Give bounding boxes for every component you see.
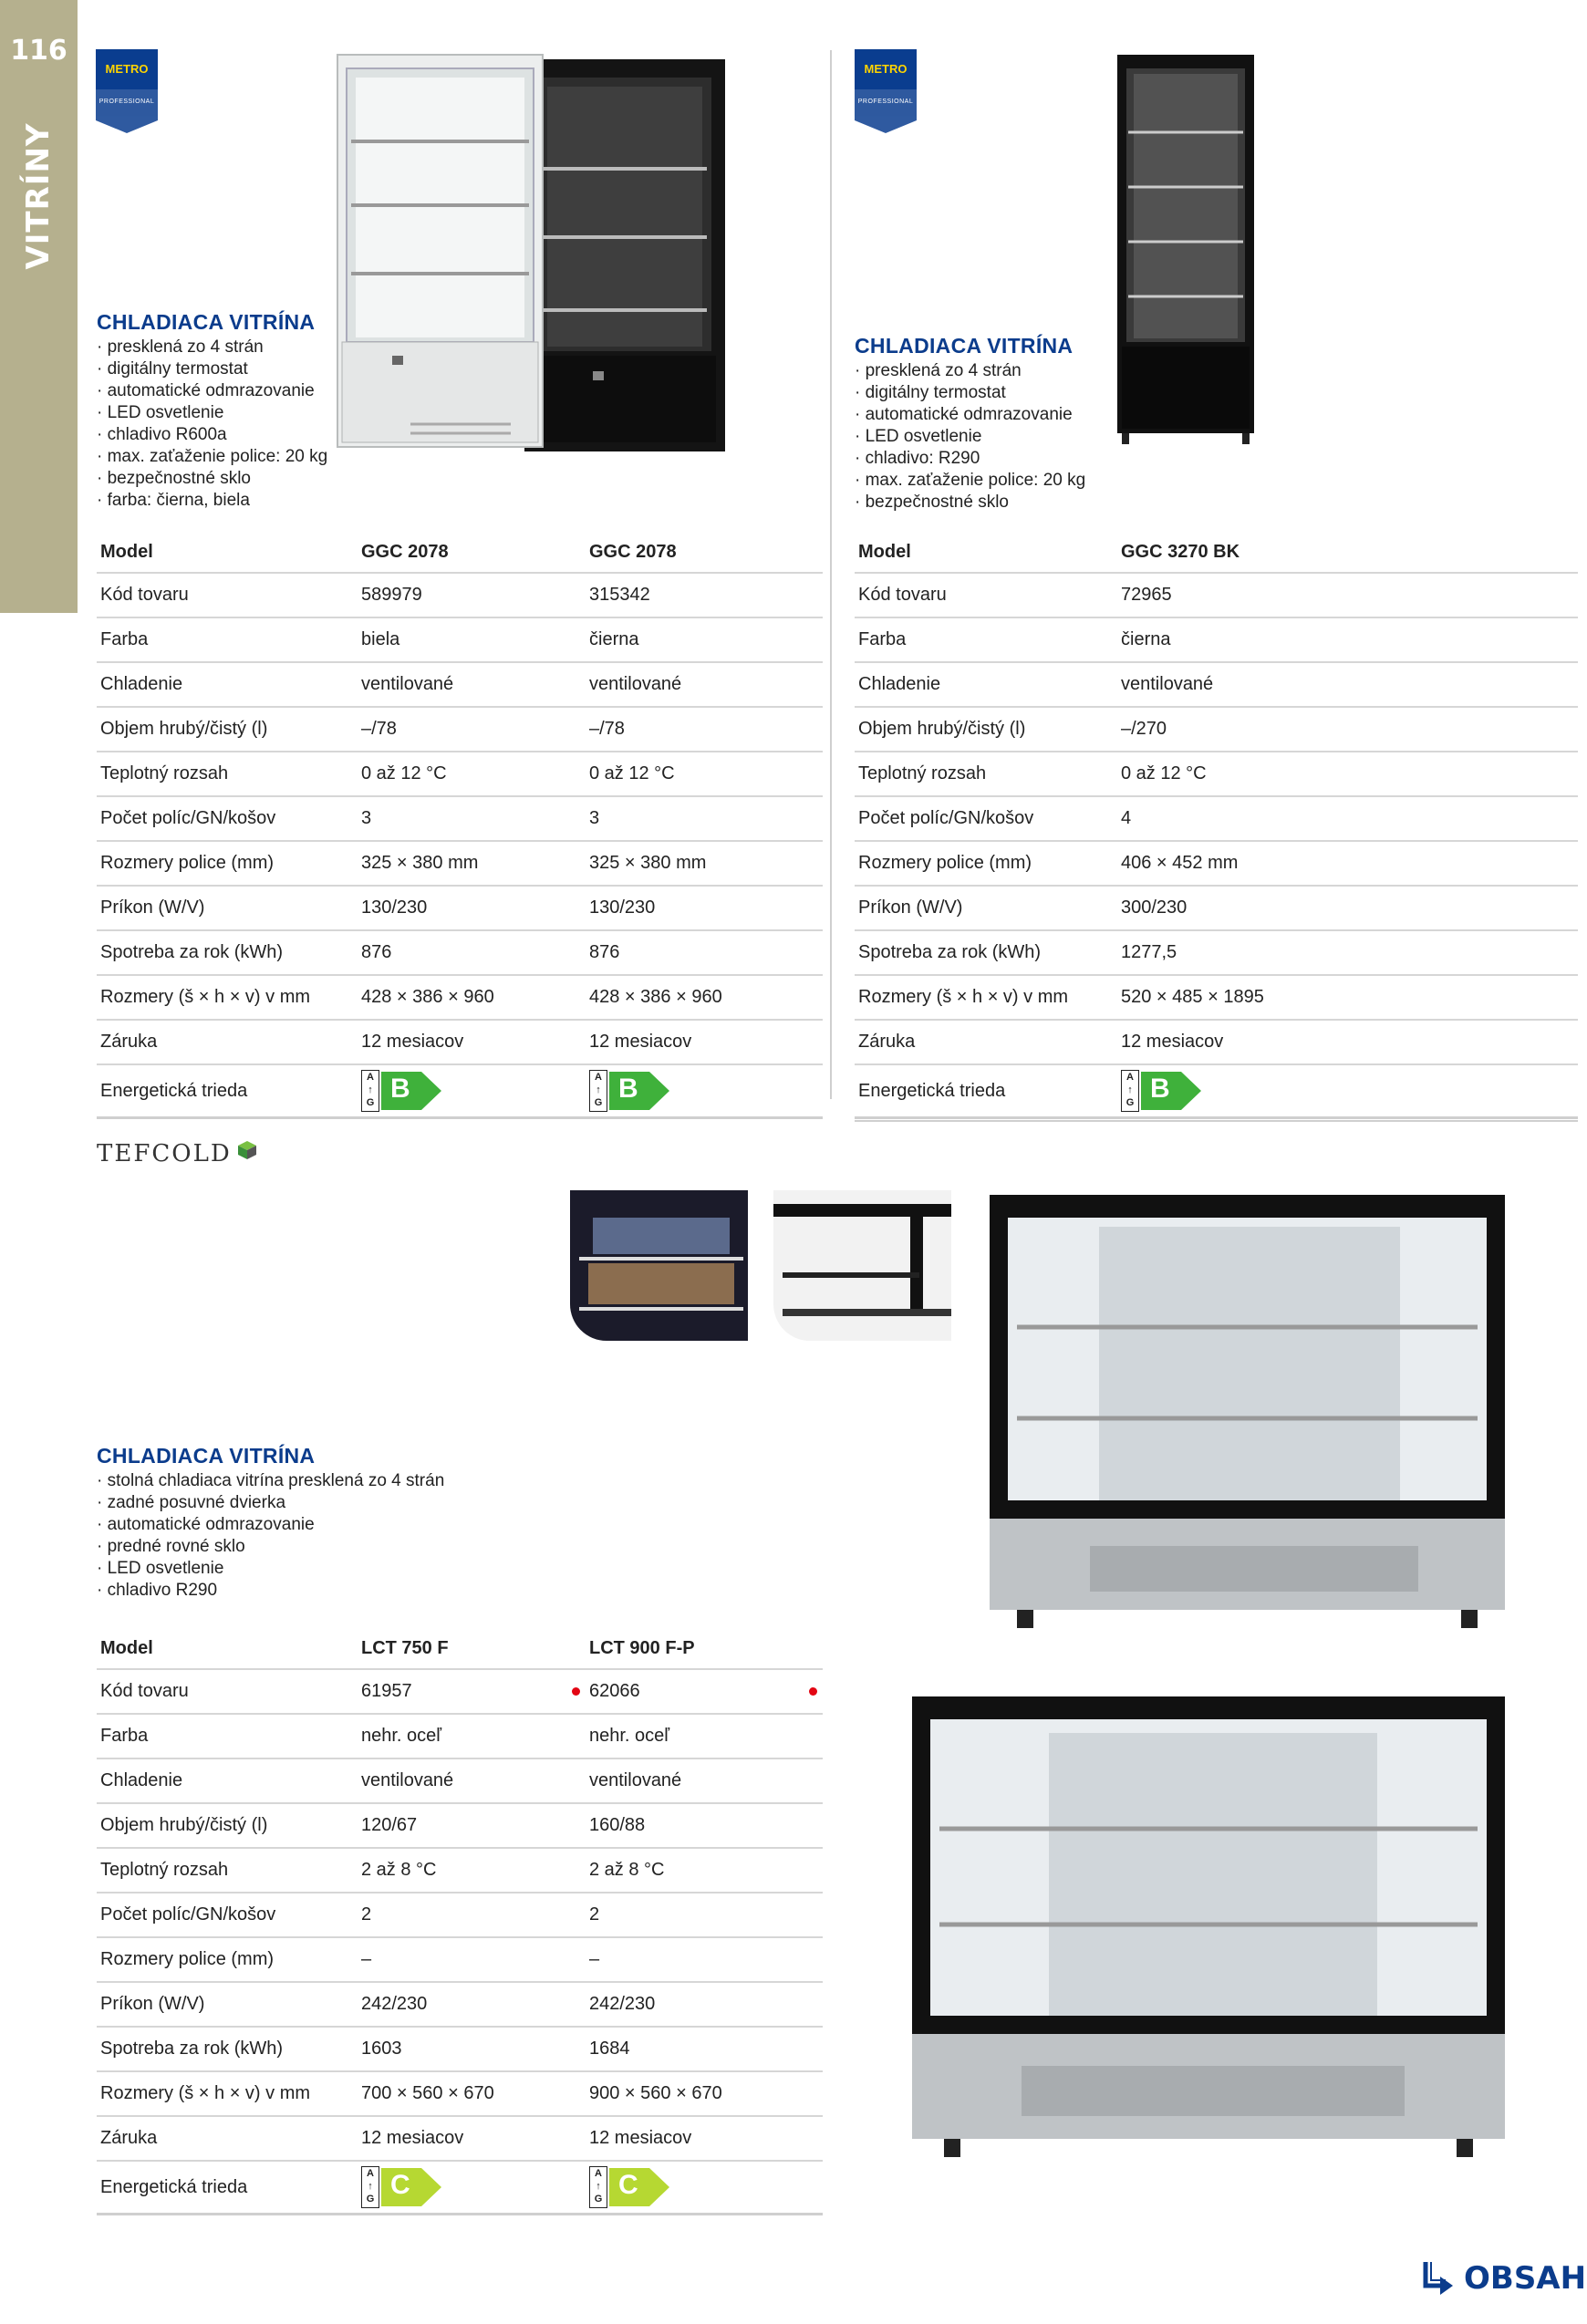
row-value: [358, 617, 586, 662]
row-label: [97, 617, 358, 662]
cell-text: 325 × 380 mm: [589, 853, 707, 873]
cell-text: 12 mesiacov: [361, 1032, 464, 1052]
cell-text: Chladenie: [100, 1770, 183, 1790]
cell-text: 0 až 12 °C: [589, 763, 675, 783]
cell-text: Rozmery police (mm): [100, 853, 275, 873]
cell-text: –/78: [361, 719, 397, 739]
cell-text: Rozmery police (mm): [858, 853, 1032, 873]
cell-text: 12 mesiacov: [589, 1032, 692, 1052]
cell-text: –/270: [1121, 719, 1167, 739]
metro-professional-logo: METRO PROFESSIONAL: [855, 49, 917, 133]
row-value: [1117, 930, 1578, 975]
cell-text: 4: [1121, 808, 1132, 828]
row-value: [586, 1937, 823, 1982]
product-title: CHLADIACA VITRÍNA: [855, 334, 1074, 358]
row-value: [358, 662, 586, 707]
product-image-ggc2078: [328, 50, 739, 465]
row-label: [97, 2027, 358, 2071]
table-row: [855, 707, 1578, 752]
section-label: VITRÍNY: [20, 122, 57, 270]
cell-text: Záruka: [100, 2128, 158, 2148]
row-value: [358, 1759, 586, 1803]
cell-text: 242/230: [361, 1994, 428, 2014]
cell-text: 315342: [589, 585, 650, 605]
cell-text: Chladenie: [858, 674, 941, 694]
row-value: [358, 1982, 586, 2027]
table-row: [855, 796, 1578, 841]
row-value: [586, 573, 823, 617]
row-value: [586, 1714, 823, 1759]
table-row: [97, 2027, 823, 2071]
feature-list: [97, 1470, 553, 1602]
feature-item: · presklená zo 4 strán: [855, 360, 1128, 382]
row-value: [586, 707, 823, 752]
cell-text: 2 až 8 °C: [589, 1860, 665, 1880]
cell-text: 3: [361, 808, 372, 828]
cell-text: 1684: [589, 2039, 630, 2059]
cell-text: 130/230: [589, 897, 656, 918]
table-row: [97, 573, 823, 617]
product-description-3: [97, 1444, 553, 1602]
cell-text: Rozmery (š × h × v) v mm: [100, 2083, 311, 2103]
table-header-row: [97, 1628, 823, 1669]
table-row: [97, 1759, 823, 1803]
contents-link[interactable]: [1418, 2258, 1586, 2298]
cell-text: Teplotný rozsah: [100, 763, 229, 783]
header-label: Model: [97, 1628, 358, 1669]
row-label: [97, 1714, 358, 1759]
table-row: [855, 752, 1578, 796]
table-row: [97, 1020, 823, 1064]
product-title: CHLADIACA VITRÍNA: [97, 1444, 316, 1468]
row-value: [358, 796, 586, 841]
row-value: [586, 1759, 823, 1803]
row-value: [586, 2116, 823, 2161]
row-label: [855, 573, 1117, 617]
table-row: [855, 886, 1578, 930]
row-value: [1117, 841, 1578, 886]
feature-list: [855, 360, 1128, 514]
row-value: [358, 930, 586, 975]
table-row: [855, 1020, 1578, 1064]
row-value: [1117, 975, 1578, 1020]
cell-text: ventilované: [361, 1770, 454, 1790]
detail-image-frame: [773, 1190, 951, 1341]
feature-item: · LED osvetlenie: [855, 426, 1128, 448]
row-label: [97, 975, 358, 1020]
cell-text: 1603: [361, 2039, 402, 2059]
feature-item: · LED osvetlenie: [97, 402, 370, 424]
page-number: 116: [10, 35, 67, 67]
row-value: [586, 617, 823, 662]
cell-text: Rozmery (š × h × v) v mm: [858, 987, 1069, 1007]
section-divider: [855, 1120, 1578, 1122]
row-value: [358, 841, 586, 886]
spec-table-ggc2078: [97, 532, 823, 1119]
table-row: [97, 1669, 823, 1714]
row-value: [1117, 707, 1578, 752]
feature-item: · max. zaťaženie police: 20 kg: [97, 446, 370, 468]
table-row: [97, 617, 823, 662]
product-description-2: [855, 334, 1128, 514]
row-label: [97, 662, 358, 707]
cell-text: 3: [589, 808, 600, 828]
cell-text: Rozmery (š × h × v) v mm: [100, 987, 311, 1007]
feature-list: [97, 337, 370, 512]
row-label: [855, 886, 1117, 930]
cell-text: 62066: [589, 1681, 640, 1701]
cell-text: Kód tovaru: [858, 585, 947, 605]
cell-text: Farba: [858, 629, 907, 649]
cell-text: 325 × 380 mm: [361, 853, 479, 873]
row-label: [97, 573, 358, 617]
row-label: [97, 1020, 358, 1064]
cell-text: –: [361, 1949, 372, 1969]
cell-text: 0 až 12 °C: [361, 763, 447, 783]
row-value: [586, 1669, 823, 1714]
table-row: [97, 2116, 823, 2161]
row-label: [855, 662, 1117, 707]
model-name: GGC 3270 BK: [1117, 532, 1578, 573]
feature-item: · presklená zo 4 strán: [97, 337, 370, 358]
row-label: [855, 975, 1117, 1020]
red-dot-icon: [809, 1687, 817, 1696]
row-value: [1117, 752, 1578, 796]
cell-text: 589979: [361, 585, 422, 605]
cell-text: Počet políc/GN/košov: [858, 808, 1034, 828]
cell-text: –: [589, 1949, 600, 1969]
cell-text: 900 × 560 × 670: [589, 2083, 722, 2103]
cell-text: Rozmery police (mm): [100, 1949, 275, 1969]
table-row: [97, 1803, 823, 1848]
table-row: [97, 1848, 823, 1893]
cell-text: 428 × 386 × 960: [589, 987, 722, 1007]
row-value: [358, 2116, 586, 2161]
row-value: [586, 975, 823, 1020]
cell-text: Chladenie: [100, 674, 183, 694]
row-label: [97, 1893, 358, 1937]
cell-text: Príkon (W/V): [100, 1994, 205, 2014]
row-value: [1117, 796, 1578, 841]
table-row: [97, 930, 823, 975]
header-label: Model: [855, 532, 1117, 573]
spec-table: [97, 1628, 823, 2215]
row-label: [97, 2071, 358, 2116]
feature-item: · bezpečnostné sklo: [97, 468, 370, 490]
row-value: [358, 975, 586, 1020]
feature-item: · digitálny termostat: [855, 382, 1128, 404]
table-row: [97, 975, 823, 1020]
cell-text: čierna: [589, 629, 639, 649]
product-image-ggc3270bk: [1108, 50, 1263, 451]
contents-label: OBSAH: [1464, 2260, 1587, 2297]
row-label: [97, 707, 358, 752]
cell-text: 120/67: [361, 1815, 418, 1835]
row-label: [97, 1937, 358, 1982]
header-label: Model: [97, 532, 358, 573]
cell-text: ventilované: [589, 674, 682, 694]
row-value: [1117, 617, 1578, 662]
feature-item: · bezpečnostné sklo: [855, 492, 1128, 514]
red-dot-icon: [572, 1687, 580, 1696]
row-value: [1117, 1020, 1578, 1064]
table-row: [855, 617, 1578, 662]
row-label: [855, 707, 1117, 752]
cell-text: Objem hrubý/čistý (l): [100, 719, 268, 739]
cell-text: Objem hrubý/čistý (l): [100, 1815, 268, 1835]
row-label: [855, 930, 1117, 975]
cell-text: Kód tovaru: [100, 585, 189, 605]
feature-item: · automatické odmrazovanie: [855, 404, 1128, 426]
feature-item: · digitálny termostat: [97, 358, 370, 380]
energy-label-icon: A ↑ G B: [589, 1070, 671, 1112]
cell-text: 876: [361, 942, 392, 962]
row-label: [97, 796, 358, 841]
cell-text: 0 až 12 °C: [1121, 763, 1207, 783]
row-value: [358, 1893, 586, 1937]
tefcold-logo: TEFCOLD: [97, 1140, 257, 1167]
row-value: [358, 1848, 586, 1893]
cell-text: 160/88: [589, 1815, 646, 1835]
cell-text: 700 × 560 × 670: [361, 2083, 494, 2103]
row-value: [586, 1020, 823, 1064]
feature-item: · predné rovné sklo: [97, 1536, 553, 1558]
row-value: [358, 2027, 586, 2071]
row-label: [97, 886, 358, 930]
feature-item: · LED osvetlenie: [97, 1558, 553, 1580]
cell-text: biela: [361, 629, 400, 649]
row-label: [855, 752, 1117, 796]
cell-text: ventilované: [361, 674, 454, 694]
cell-text: Počet políc/GN/košov: [100, 808, 276, 828]
row-value: [358, 1020, 586, 1064]
cell-text: Farba: [100, 629, 149, 649]
table-row: [97, 1714, 823, 1759]
table-header-row: [97, 532, 823, 573]
cell-text: Spotreba za rok (kWh): [100, 942, 284, 962]
row-value: [586, 841, 823, 886]
feature-item: · chladivo: R290: [855, 448, 1128, 470]
product-image-lct900fp: [903, 1692, 1514, 2166]
cell-text: 406 × 452 mm: [1121, 853, 1239, 873]
cell-text: Počet políc/GN/košov: [100, 1904, 276, 1925]
row-value: [358, 752, 586, 796]
metro-professional-logo: METRO PROFESSIONAL: [96, 49, 158, 133]
return-arrow-icon: [1418, 2258, 1458, 2298]
row-value: [358, 1714, 586, 1759]
product-description-1: [97, 310, 370, 512]
energy-class: [1117, 1064, 1578, 1118]
feature-item: · zadné posuvné dvierka: [97, 1492, 553, 1514]
energy-class: [358, 1064, 586, 1118]
model-name: LCT 750 F: [358, 1628, 586, 1669]
row-value: [586, 886, 823, 930]
cell-text: 1277,5: [1121, 942, 1177, 962]
detail-image-interior: [570, 1190, 748, 1341]
row-value: [586, 2027, 823, 2071]
feature-item: · farba: čierna, biela: [97, 490, 370, 512]
row-value: [586, 2071, 823, 2116]
energy-class: [358, 2161, 586, 2215]
energy-label-icon: A ↑ G B: [1121, 1070, 1203, 1112]
cell-text: Príkon (W/V): [100, 897, 205, 918]
energy-label-icon: A ↑ G C: [589, 2166, 671, 2208]
energy-row: [855, 1064, 1578, 1118]
row-value: [586, 662, 823, 707]
cell-text: nehr. oceľ: [589, 1726, 670, 1746]
model-name: LCT 900 F-P: [586, 1628, 823, 1669]
cell-text: 876: [589, 942, 620, 962]
cell-text: 72965: [1121, 585, 1172, 605]
column-divider: [830, 50, 832, 1099]
cell-text: nehr. oceľ: [361, 1726, 442, 1746]
spec-table-lct: [97, 1628, 823, 2215]
cell-text: ventilované: [589, 1770, 682, 1790]
cell-text: 12 mesiacov: [589, 2128, 692, 2148]
row-value: [1117, 886, 1578, 930]
row-value: [586, 796, 823, 841]
cell-text: Záruka: [100, 1032, 158, 1052]
row-label: [97, 1803, 358, 1848]
table-row: [855, 975, 1578, 1020]
row-label: [97, 1669, 358, 1714]
energy-row: [97, 2161, 823, 2215]
cell-text: ventilované: [1121, 674, 1214, 694]
cell-text: Spotreba za rok (kWh): [858, 942, 1042, 962]
table-row: [855, 573, 1578, 617]
row-value: [586, 752, 823, 796]
feature-item: · stolná chladiaca vitrína presklená zo 4 strán: [97, 1470, 553, 1492]
cell-text: Objem hrubý/čistý (l): [858, 719, 1026, 739]
row-label: [97, 2116, 358, 2161]
table-row: [97, 841, 823, 886]
cell-text: –/78: [589, 719, 625, 739]
row-label: [855, 1020, 1117, 1064]
cell-text: Spotreba za rok (kWh): [100, 2039, 284, 2059]
row-label: Energetická trieda: [855, 1064, 1117, 1118]
row-label: [855, 796, 1117, 841]
table-header-row: [855, 532, 1578, 573]
row-value: [586, 1982, 823, 2027]
row-label: [97, 752, 358, 796]
cell-text: 2 až 8 °C: [361, 1860, 437, 1880]
feature-item: · chladivo R600a: [97, 424, 370, 446]
cell-text: Teplotný rozsah: [100, 1860, 229, 1880]
energy-row: [97, 1064, 823, 1118]
table-row: [855, 662, 1578, 707]
row-value: [586, 1803, 823, 1848]
cell-text: čierna: [1121, 629, 1171, 649]
row-value: [586, 1893, 823, 1937]
table-row: [97, 1982, 823, 2027]
spec-table-ggc3270bk: [855, 532, 1578, 1119]
cell-text: 130/230: [361, 897, 428, 918]
row-value: [586, 930, 823, 975]
row-label: [855, 841, 1117, 886]
energy-class: [586, 2161, 823, 2215]
cell-text: Kód tovaru: [100, 1681, 189, 1701]
row-value: [358, 886, 586, 930]
cell-text: Teplotný rozsah: [858, 763, 987, 783]
row-value: [358, 573, 586, 617]
cell-text: Farba: [100, 1726, 149, 1746]
row-label: [97, 1759, 358, 1803]
cell-text: 2: [589, 1904, 600, 1925]
table-row: [97, 886, 823, 930]
energy-label-icon: A ↑ G C: [361, 2166, 443, 2208]
table-row: [97, 1893, 823, 1937]
row-label: [97, 841, 358, 886]
table-row: [855, 930, 1578, 975]
cell-text: 242/230: [589, 1994, 656, 2014]
table-row: [97, 1937, 823, 1982]
cell-text: 12 mesiacov: [1121, 1032, 1224, 1052]
cell-text: 61957: [361, 1681, 412, 1701]
model-name: GGC 2078: [358, 532, 586, 573]
table-row: [855, 841, 1578, 886]
row-value: [358, 707, 586, 752]
row-value: [358, 1669, 586, 1714]
spec-table: [97, 532, 823, 1119]
row-value: [1117, 662, 1578, 707]
row-value: [1117, 573, 1578, 617]
row-value: [358, 1937, 586, 1982]
row-value: [586, 1848, 823, 1893]
table-row: [97, 707, 823, 752]
model-name: GGC 2078: [586, 532, 823, 573]
cell-text: Príkon (W/V): [858, 897, 963, 918]
feature-item: · automatické odmrazovanie: [97, 380, 370, 402]
table-row: [97, 796, 823, 841]
feature-item: · max. zaťaženie police: 20 kg: [855, 470, 1128, 492]
cell-text: 12 mesiacov: [361, 2128, 464, 2148]
row-value: [358, 1803, 586, 1848]
spec-table: [855, 532, 1578, 1119]
row-label: [97, 930, 358, 975]
row-label: Energetická trieda: [97, 2161, 358, 2215]
row-label: Energetická trieda: [97, 1064, 358, 1118]
cell-text: 520 × 485 × 1895: [1121, 987, 1264, 1007]
cell-text: 300/230: [1121, 897, 1188, 918]
row-label: [855, 617, 1117, 662]
feature-item: · automatické odmrazovanie: [97, 1514, 553, 1536]
cell-text: Záruka: [858, 1032, 916, 1052]
product-title: CHLADIACA VITRÍNA: [97, 310, 316, 334]
row-label: [97, 1848, 358, 1893]
energy-class: [586, 1064, 823, 1118]
section-side-tab: [0, 0, 78, 613]
row-label: [97, 1982, 358, 2027]
cell-text: 428 × 386 × 960: [361, 987, 494, 1007]
feature-item: · chladivo R290: [97, 1580, 553, 1602]
table-row: [97, 752, 823, 796]
table-row: [97, 2071, 823, 2116]
energy-label-icon: A ↑ G B: [361, 1070, 443, 1112]
row-value: [358, 2071, 586, 2116]
cell-text: 2: [361, 1904, 372, 1925]
product-image-lct750f: [980, 1190, 1514, 1637]
table-row: [97, 662, 823, 707]
